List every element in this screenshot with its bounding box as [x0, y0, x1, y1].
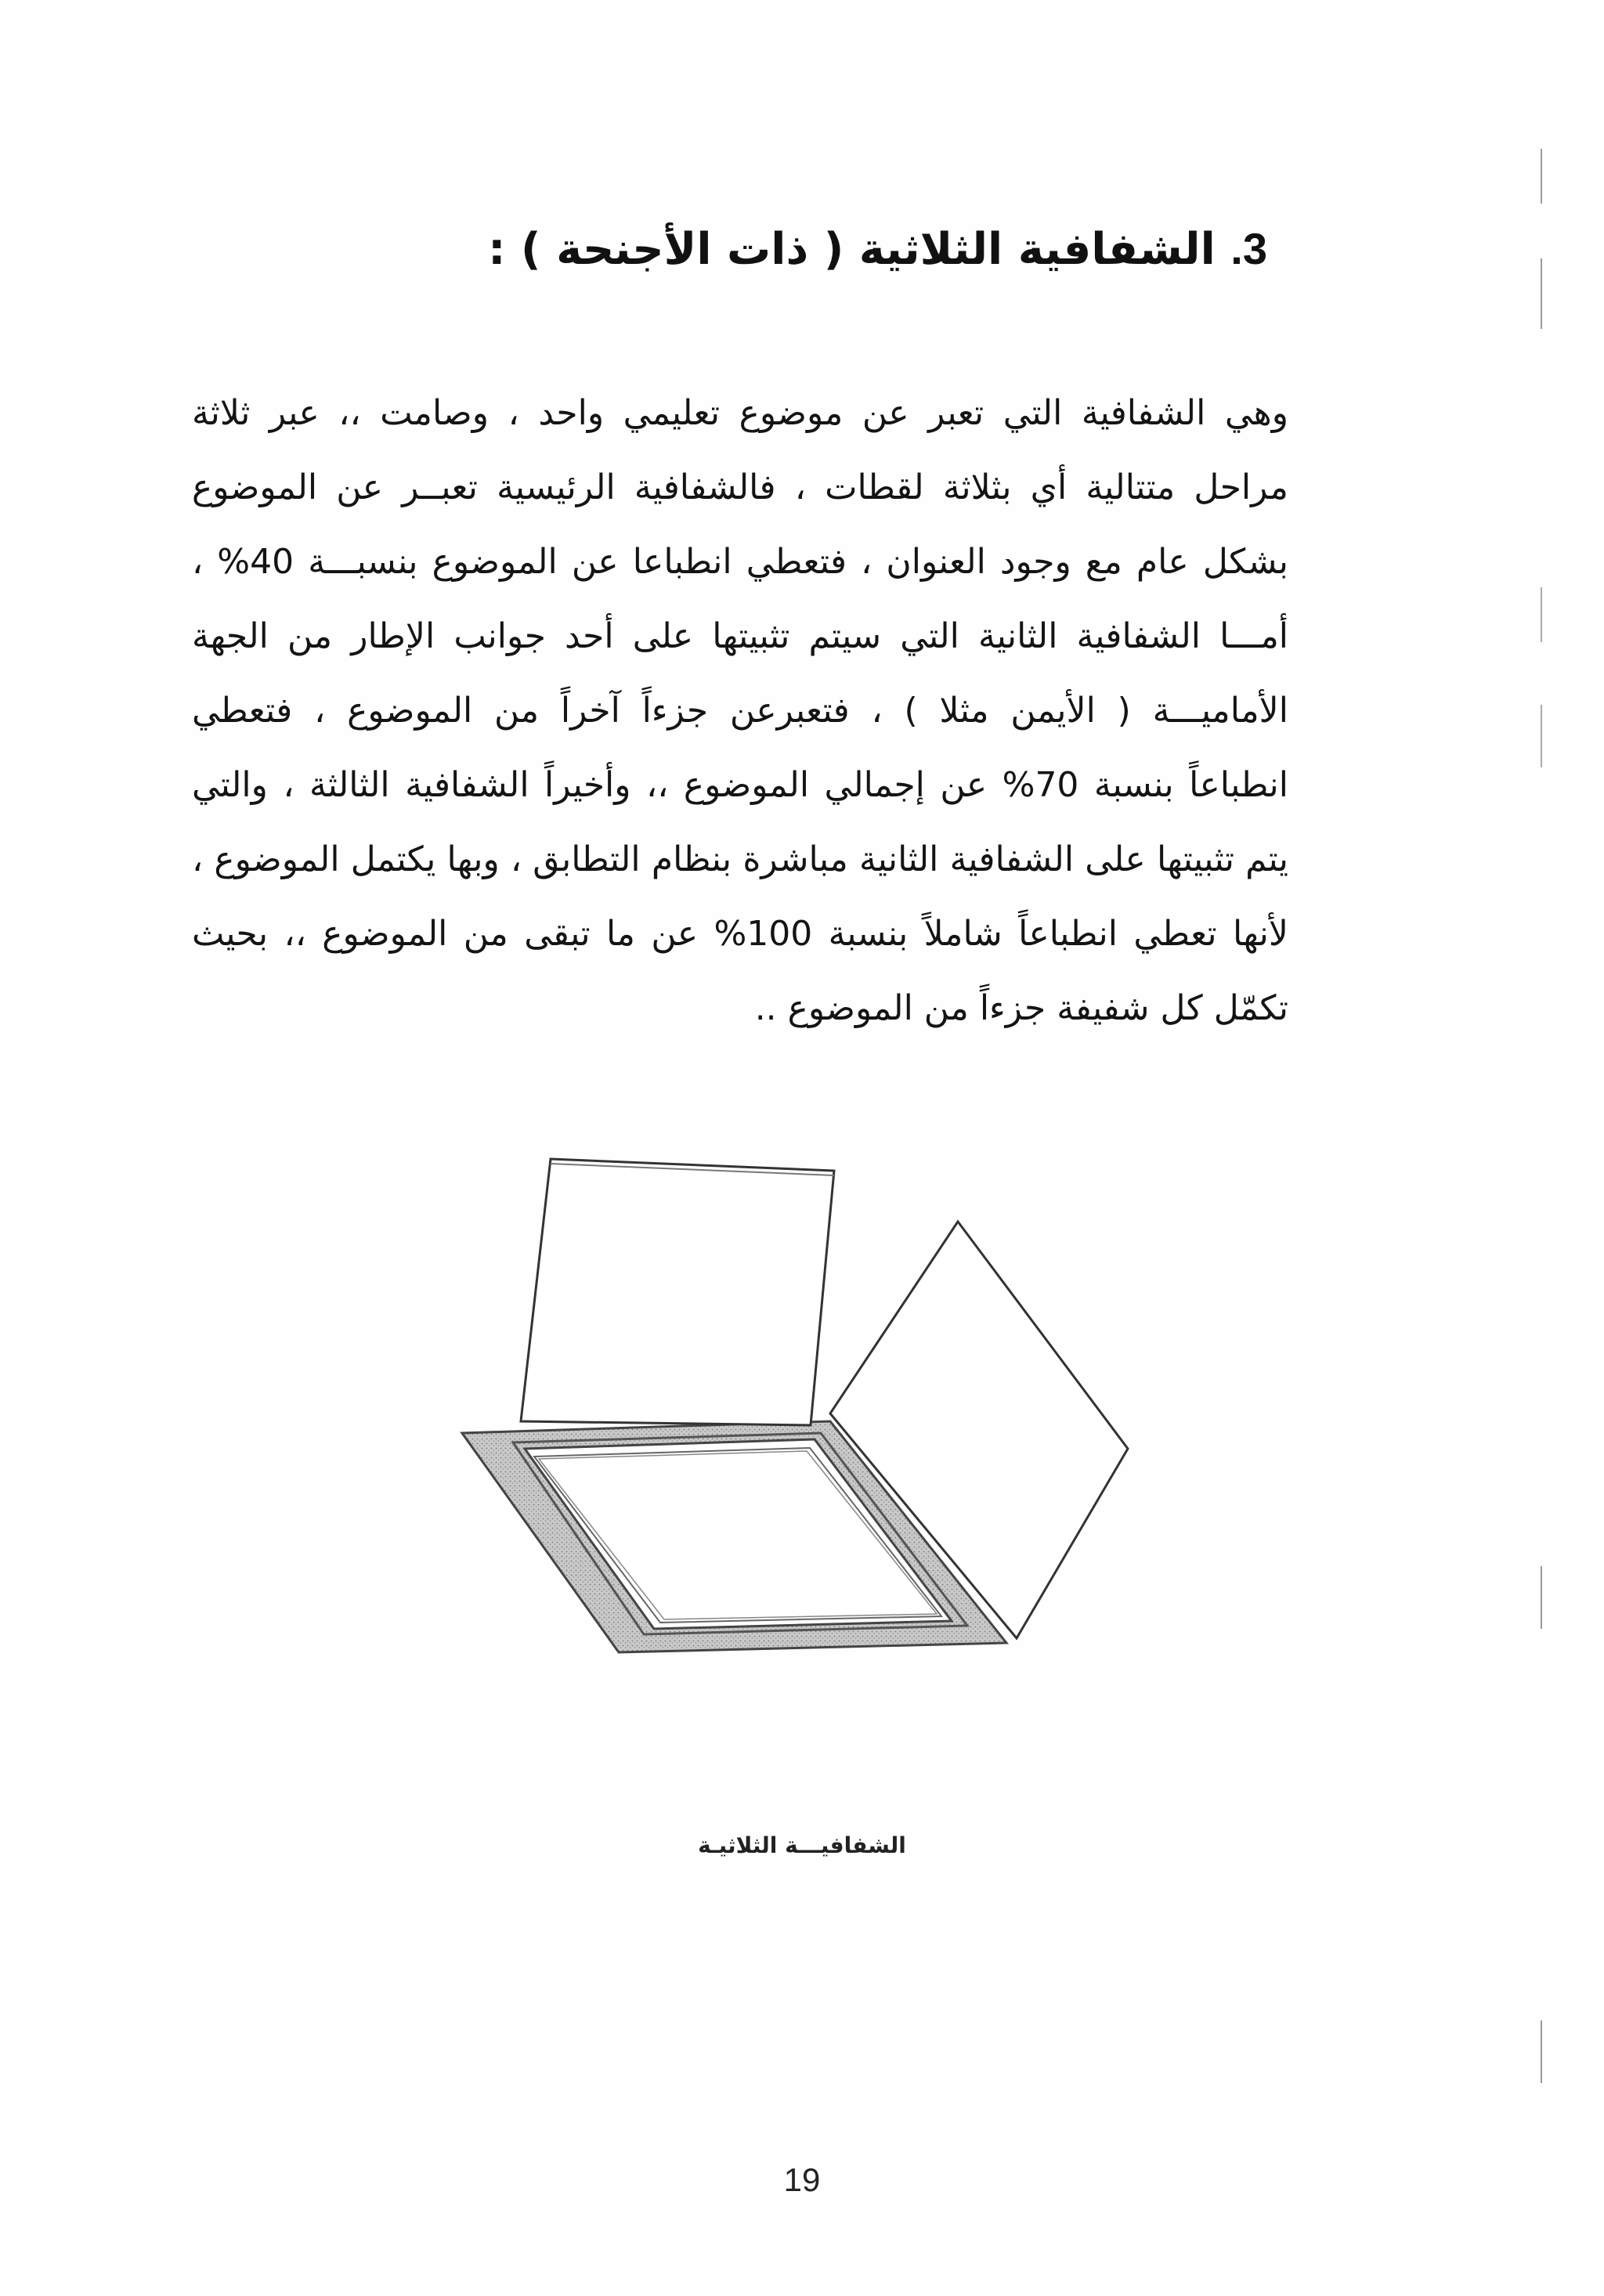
paragraph-line: أمـــا الشفافية الثانية التي سيتم تثبيتها على أحد جوانب الإطار من الجهة	[192, 616, 1288, 656]
paragraph-line: لأنها تعطي انطباعاً شاملاً بنسبة 100% عن ما تبقى من الموضوع ،، بحيث	[192, 914, 1288, 954]
page-number: 19	[783, 2161, 821, 2198]
section-number: 3.	[1230, 224, 1267, 273]
scan-edge-marks	[1526, 78, 1557, 2114]
paragraph-line: انطباعاً بنسبة 70% عن إجمالي الموضوع ،، وأخيراً الشفافية الثالثة ، والتي	[192, 765, 1288, 805]
paragraph-line: مراحل متتالية أي بثلاثة لقطات ، فالشفافية الرئيسية تعبــر عن الموضوع	[192, 468, 1288, 507]
figure-caption: الشفافيـــة الثلاثيـة	[698, 1832, 906, 1858]
section-title: الشفافية الثلاثية ( ذات الأجنحة ) :	[488, 224, 1216, 275]
paragraph-line: وهي الشفافية التي تعبر عن موضوع تعليمي واحد ، وصامت ،، عبر ثلاثة	[192, 393, 1288, 433]
paragraph-line: الأماميـــة ( الأيمن مثلا ) ، فتعبرعن جزءاً آخراً من الموضوع ، فتعطي	[192, 691, 1288, 731]
section-heading	[249, 218, 1267, 281]
paragraph-line: تكمّل كل شفيفة جزءاً من الموضوع ..	[754, 988, 1288, 1028]
paragraph-line: بشكل عام مع وجود العنوان ، فتعطي انطباعا عن الموضوع بنسبـــة 40% ،	[192, 542, 1288, 582]
body-paragraph	[192, 376, 1288, 1045]
triple-transparency-illustration	[439, 1151, 1143, 1762]
top-flap	[521, 1159, 834, 1425]
paragraph-line: يتم تثبيتها على الشفافية الثانية مباشرة بنظام التطابق ، وبها يكتمل الموضوع ،	[192, 839, 1288, 879]
